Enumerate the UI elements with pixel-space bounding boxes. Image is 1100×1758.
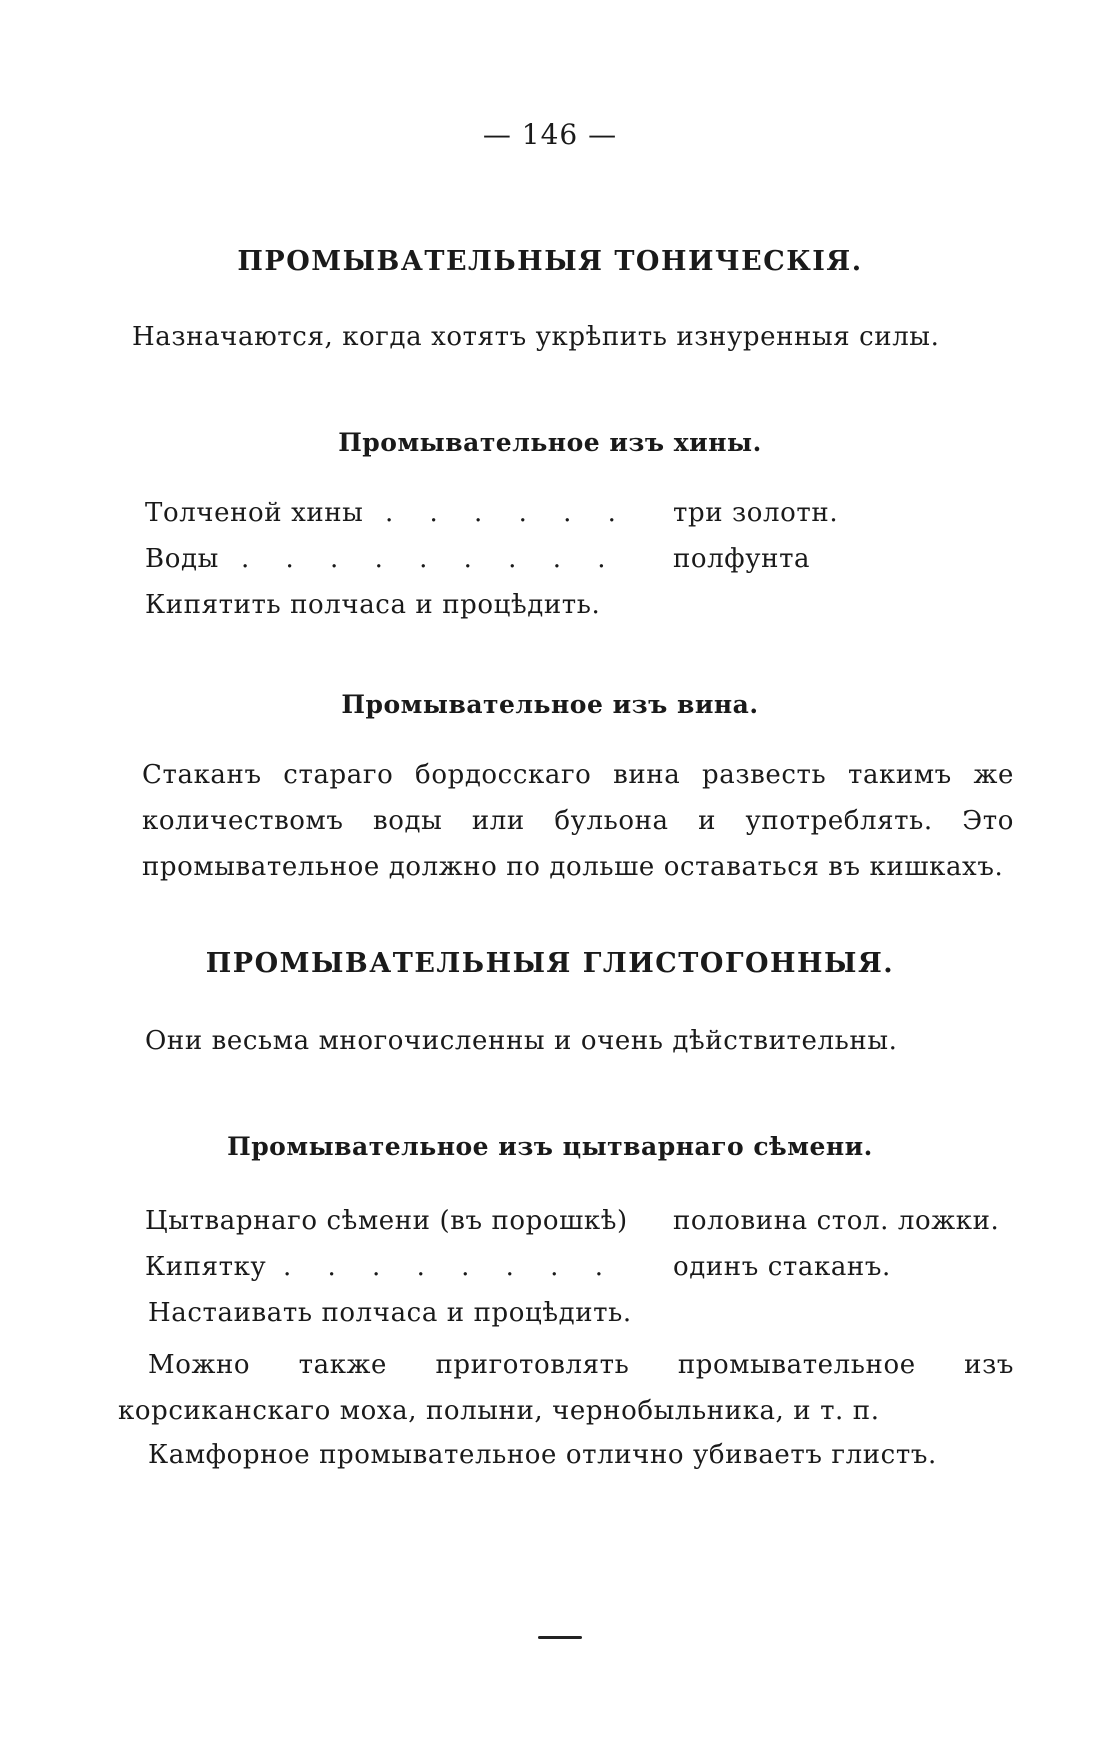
- recipe-note-camphor: Камфорное промывательное отлично убиваетъ глистъ.: [148, 1440, 937, 1470]
- recipe-row-quina-2: [145, 544, 1025, 584]
- recipe-title-wine: Промывательное изъ вина.: [341, 690, 759, 719]
- recipe-note-alternatives: Можно также приготовлять промывательное изъ корсиканскаго моха, полыни, чернобыльника, и т. п.: [118, 1350, 1014, 1426]
- ingredient-quantity: полфунта: [673, 544, 811, 574]
- ingredient-quantity: половина стол. ложки.: [673, 1206, 1000, 1236]
- ingredient-name: Кипятку: [145, 1252, 267, 1282]
- section-title-vermifuge: ПРОМЫВАТЕЛЬНЫЯ ГЛИСТОГОННЫЯ.: [205, 948, 895, 979]
- recipe-text-wine: Стаканъ стараго бордосскаго вина развесть такимъ же количествомъ воды или бульона и употреблять. Это промывательное должно по дольше оставаться въ кишкахъ.: [142, 760, 1014, 882]
- ingredient-name: Воды: [145, 544, 219, 574]
- section-intro-vermifuge: Они весьма многочисленны и очень дѣйствительны.: [145, 1026, 898, 1056]
- leader-dots: . . . . . . . .: [283, 1252, 617, 1282]
- ingredient-name: Толченой хины: [145, 498, 364, 528]
- recipe-row-quina-1: [145, 498, 1025, 538]
- page-number: — 146 —: [482, 118, 618, 151]
- recipe-title-quina: Промывательное изъ хины.: [338, 428, 762, 457]
- end-ornament: [538, 1636, 582, 1639]
- leader-dots: . . . . . .: [385, 498, 630, 528]
- ingredient-name: Цытварнаго сѣмени (въ порошкѣ): [145, 1206, 628, 1236]
- section-title-tonic: ПРОМЫВАТЕЛЬНЫЯ ТОНИЧЕСКІЯ.: [237, 246, 863, 277]
- recipe-title-cina: Промывательное изъ цытварнаго сѣмени.: [227, 1132, 873, 1161]
- leader-dots: . . . . . . . . .: [241, 544, 620, 574]
- ingredient-quantity: одинъ стаканъ.: [673, 1252, 891, 1282]
- recipe-row-cina-2: [145, 1252, 1025, 1292]
- recipe-instruction-cina: Настаивать полчаса и процѣдить.: [148, 1298, 632, 1328]
- recipe-instruction-quina: Кипятить полчаса и процѣдить.: [145, 590, 601, 620]
- ingredient-quantity: три золотн.: [673, 498, 839, 528]
- section-intro-tonic: Назначаются, когда хотятъ укрѣпить изнуренныя силы.: [132, 322, 940, 352]
- recipe-row-cina-1: [145, 1206, 1025, 1246]
